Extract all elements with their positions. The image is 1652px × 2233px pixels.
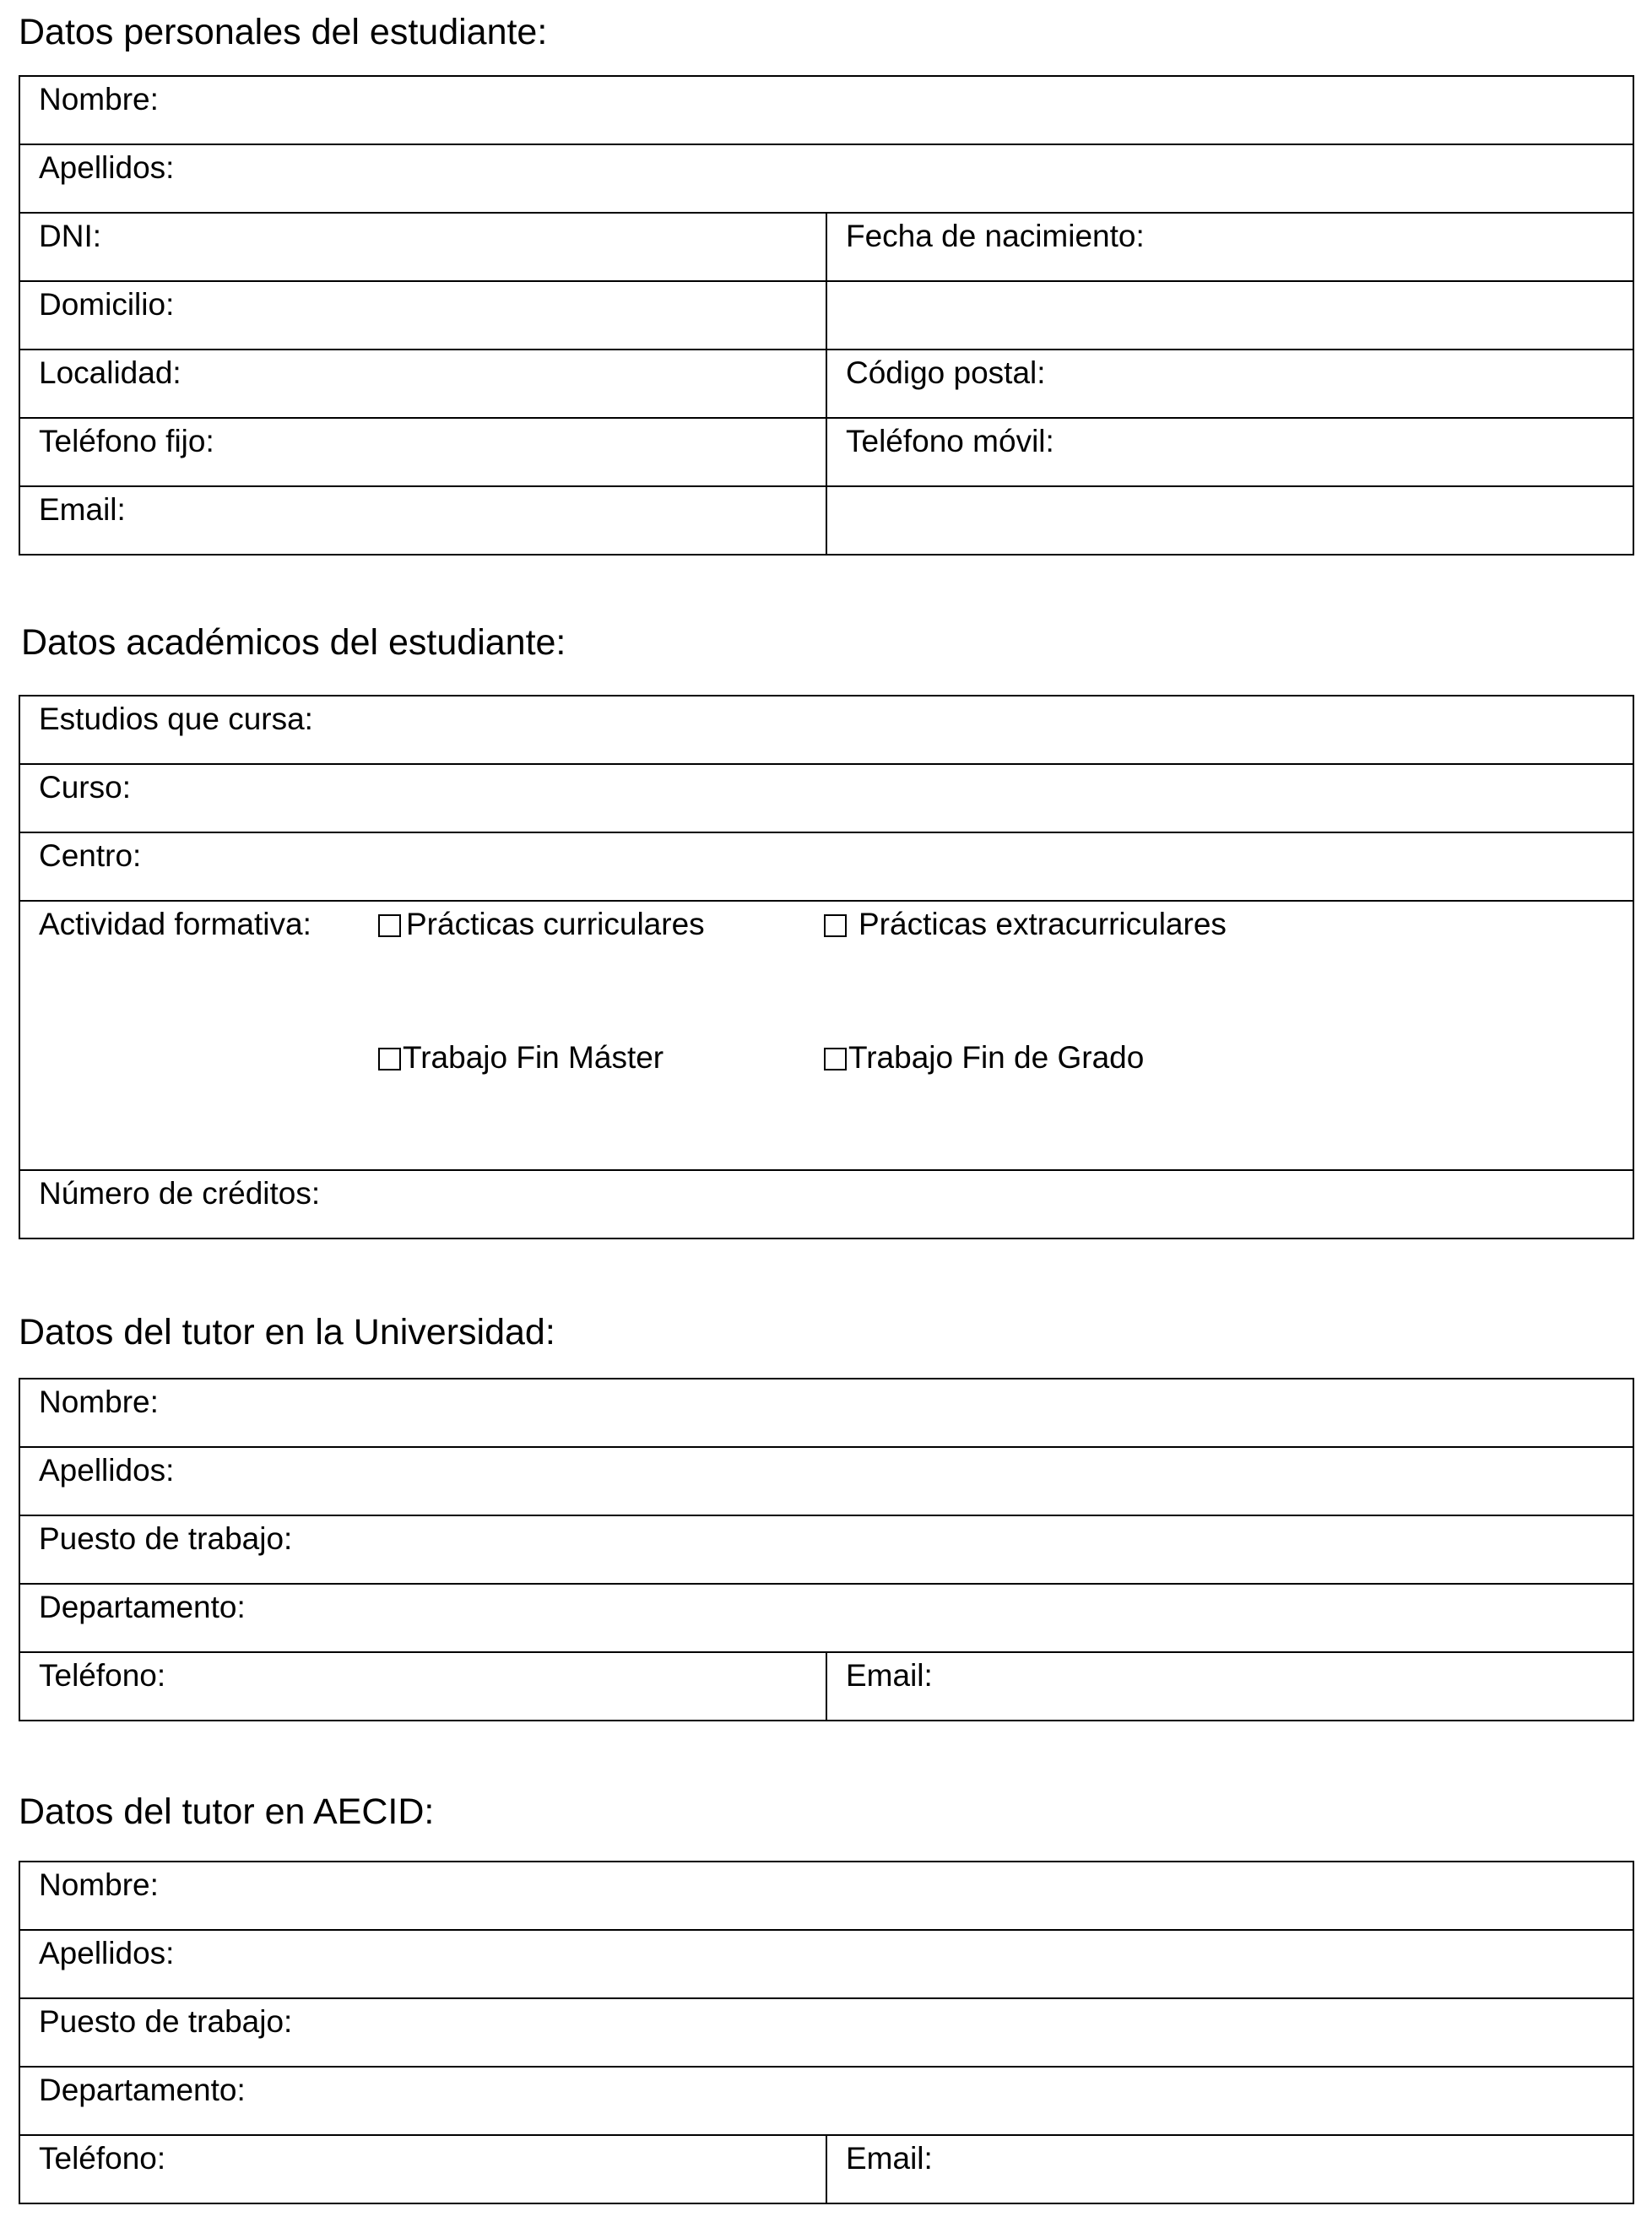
personal-data-table — [19, 75, 1634, 556]
tutor-aecid-apellidos-field[interactable]: Apellidos: — [19, 1930, 1633, 1998]
telefono-movil-field[interactable]: Teléfono móvil: — [826, 418, 1633, 486]
practicas-extracurriculares-label: Prácticas extracurriculares — [858, 907, 1227, 941]
checkbox-icon[interactable] — [824, 1048, 847, 1070]
tutor-univ-apellidos-field[interactable]: Apellidos: — [19, 1447, 1633, 1515]
practicas-curriculares-label: Prácticas curriculares — [406, 907, 705, 941]
personal-data-heading: Datos personales del estudiante: — [19, 12, 548, 52]
tutor-universidad-heading: Datos del tutor en la Universidad: — [19, 1312, 555, 1352]
nombre-field[interactable]: Nombre: — [19, 76, 1633, 144]
telefono-fijo-field[interactable]: Teléfono fijo: — [19, 418, 826, 486]
academic-data-table — [19, 695, 1634, 1239]
email-field[interactable]: Email: — [19, 486, 826, 555]
tfm-option[interactable] — [378, 1040, 664, 1076]
centro-field[interactable]: Centro: — [19, 832, 1633, 901]
estudios-field[interactable]: Estudios que cursa: — [19, 696, 1633, 764]
academic-data-heading: Datos académicos del estudiante: — [21, 622, 566, 663]
tutor-univ-email-field[interactable]: Email: — [826, 1652, 1633, 1721]
tutor-aecid-departamento-field[interactable]: Departamento: — [19, 2067, 1633, 2135]
practicas-extracurriculares-option[interactable] — [824, 907, 1227, 942]
tfg-label: Trabajo Fin de Grado — [848, 1040, 1145, 1075]
tutor-universidad-table — [19, 1378, 1634, 1721]
tfm-label: Trabajo Fin Máster — [403, 1040, 664, 1075]
creditos-field[interactable]: Número de créditos: — [19, 1170, 1633, 1238]
tutor-univ-departamento-field[interactable]: Departamento: — [19, 1584, 1633, 1652]
tutor-aecid-puesto-field[interactable]: Puesto de trabajo: — [19, 1998, 1633, 2067]
tutor-aecid-telefono-field[interactable]: Teléfono: — [19, 2135, 826, 2203]
tutor-aecid-heading: Datos del tutor en AECID: — [19, 1791, 435, 1832]
tutor-univ-puesto-field[interactable]: Puesto de trabajo: — [19, 1515, 1633, 1584]
actividad-formativa-label: Actividad formativa: — [39, 907, 311, 941]
actividad-formativa-cell — [19, 901, 1633, 1170]
curso-field[interactable]: Curso: — [19, 764, 1633, 832]
tutor-aecid-nombre-field[interactable]: Nombre: — [19, 1862, 1633, 1930]
checkbox-icon[interactable] — [824, 914, 847, 937]
email-extra-field[interactable] — [826, 486, 1633, 555]
tutor-aecid-email-field[interactable]: Email: — [826, 2135, 1633, 2203]
tfg-option[interactable] — [824, 1040, 1144, 1076]
codigo-postal-field[interactable]: Código postal: — [826, 350, 1633, 418]
domicilio-field[interactable]: Domicilio: — [19, 281, 826, 350]
checkbox-icon[interactable] — [378, 1048, 401, 1070]
tutor-aecid-table — [19, 1861, 1634, 2204]
fecha-nacimiento-field[interactable]: Fecha de nacimiento: — [826, 213, 1633, 281]
localidad-field[interactable]: Localidad: — [19, 350, 826, 418]
domicilio-extra-field[interactable] — [826, 281, 1633, 350]
practicas-curriculares-option[interactable] — [378, 907, 705, 942]
tutor-univ-nombre-field[interactable]: Nombre: — [19, 1379, 1633, 1447]
dni-field[interactable]: DNI: — [19, 213, 826, 281]
apellidos-field[interactable]: Apellidos: — [19, 144, 1633, 213]
tutor-univ-telefono-field[interactable]: Teléfono: — [19, 1652, 826, 1721]
checkbox-icon[interactable] — [378, 914, 401, 937]
